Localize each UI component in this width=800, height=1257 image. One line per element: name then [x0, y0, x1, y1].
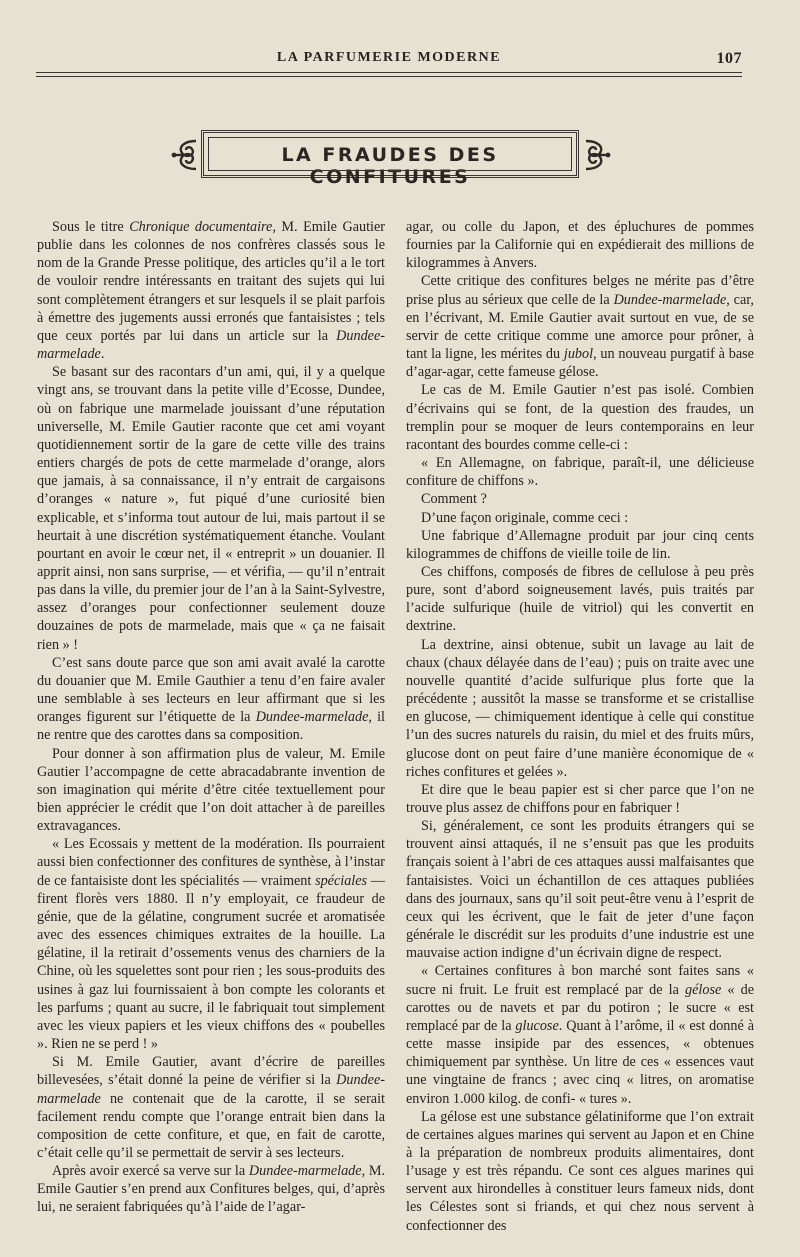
text-run: C’est sans doute parce que son ami avait avalé la carotte du douanier que M. Emile Gauthier a tenu d’en faire avaler une semblable à ses lecteurs en leur affirmant que si les oranges figurent sur l’étiquette de la [37, 654, 385, 726]
paragraph [406, 1108, 754, 1235]
text-run: Le cas de M. Emile Gautier n’est pas isolé. Combien d’écrivains qui se font, de la question des fraudes, un tremplin pour se moquer de leurs contemporains en leur racontant des bourdes comme celle-ci : [406, 382, 754, 453]
text-run: , un nouveau purgatif à base d’agar-agar, cette fameuse gélose. [406, 346, 754, 381]
paragraph [406, 636, 754, 781]
italic-text: gélose [685, 981, 722, 998]
running-header [36, 50, 742, 72]
text-run: Se basant sur des racontars d’un ami, qui, il y a quelque vingt ans, se trouvant dans la petite ville d’Ecosse, Dundee, où on fabrique une marmelade jouissant d’une réputation universelle, M. Emile Gautier raconte que cet ami voyant quotidiennement sortir de la gare de cette ville des trains entiers chargés de pots de cette marmelade d’orange, alors que jamais, à sa connaissance, il n’y entrait de cargaisons d’oranges « nature », fut piqué d’une curiosité bien explicable, et s’informa tout autour de lui, mais partout il se heurtait à une discrétion systématiquement étanche. Voulant pourtant en avoir le cœur net, il « entreprit » un douanier. Il apprit ainsi, non sans surprise, — et vérifia, — qu’il n’entrait pas dans la ville, du premier jour de l’an à la Saint-Sylvestre, assez d’oranges pour confectionner seulement douze douzaines de pots de marmelade, mais que « ça ne faisait rien » ! [37, 364, 385, 653]
italic-text: Dundee-marmelade [37, 1072, 385, 1107]
italic-text: jubol [563, 346, 594, 363]
paragraph [37, 654, 385, 745]
paragraph [406, 272, 754, 381]
text-run: Après avoir exercé sa verve sur la [52, 1163, 249, 1180]
text-run: . [100, 346, 105, 363]
text-run: « de carottes ou de navets et par du potiron ; le sucre « est remplacé par de la [406, 981, 754, 1034]
italic-text: Dundee-marmelade [613, 291, 727, 308]
paragraph [406, 509, 754, 527]
text-run: — firent florès vers 1880. Il n’y employait, ce fraudeur de génie, que de la gélatine, congrument sucrée et aromatisée avec des essences chimiques extraites de la houille. La gélatine, il la retirait d’ossements venus des charniers de la Chine, où les squelettes sont pour rien ; les sous-produits des usines à gaz lui fournissaient à bon compte les colorants et les parfums ; quant au sucre, il le fabriquait tout simplement avec les vieux papiers et les vieux chiffons des « poubelles ». Rien ne se perd ! » [37, 872, 385, 1053]
running-title: LA PARFUMERIE MODERNE [276, 50, 502, 65]
text-run: Si M. Emile Gautier, avant d’écrire de pareilles billevesées, s’était donné la peine de vérifier si la [37, 1054, 385, 1089]
text-run: ne contenait que de la carotte, il se serait facilement rendu compte que l’orange entrait bien dans la composition de cette confiture, et que, en fait de carotte, c’était celle qu’il se permettait de servir à ses lecteurs. [37, 1090, 385, 1161]
paragraph [406, 563, 754, 636]
text-run: Cette critique des confitures belges ne mérite pas d’être prise plus au sérieux que celle de la [406, 273, 754, 308]
paragraph [37, 363, 385, 654]
italic-text: Dundee-marmelade [37, 327, 385, 363]
text-run: « Certaines confitures à bon marché sont faites sans « sucre ni fruit. Le fruit est remplacé par de la [406, 963, 754, 998]
paragraph [37, 745, 385, 836]
left-fleuron-ornament-icon [170, 135, 200, 175]
header-rule-top [36, 72, 742, 73]
text-run: La gélose est une substance gélatiniforme que l’on extrait de certaines algues marines qui servent au Japon et en Chine à la préparation de nombreux produits alimentaires, dont l’usage y est très répandu. Ce sont ces algues marines qui servent aux hirondelles à constituer leurs fameux nids, dont les Célestes sont si friands, et qui chez nous servent à confectionner des [406, 1108, 754, 1234]
text-run: . Quant à l’arôme, il « est donné à cette masse insipide par des essences, « obtenues chimiquement par synthèse. Un litre de ces « essences vaut une vingtaine de francs ; avec cinq « litres, on aromatise environ 1.000 kilog. de confi- « tures ». [406, 1017, 754, 1107]
paragraph [406, 454, 754, 490]
article-title: LA FRAUDES DES CONFITURES [281, 144, 499, 188]
left-text-column [37, 218, 385, 1217]
paragraph [406, 962, 754, 1107]
title-frame [201, 130, 579, 188]
paragraph [406, 527, 754, 563]
paragraph [406, 381, 754, 454]
italic-text: spéciales [315, 872, 368, 889]
text-run: Sous le titre [52, 219, 130, 235]
italic-text: Dundee-marmelade [255, 709, 369, 726]
right-text-column [406, 218, 754, 1235]
text-run: Ces chiffons, composés de fibres de cellulose à peu près pure, sont d’abord soigneusement lavés, puis traités par l’acide sulfurique (huile de vitriol) qui les convertit en dextrine. [406, 563, 754, 635]
text-run: , M. Emile Gautier publie dans les colonnes de nos confrères classés sous le nom de la Grande Presse politique, des articles qu’il a le tort de vouloir rendre intéressants en traitant des sujets qui lui sont complètement étrangers et sur lesquels il se plait parfois à émettre des jugements aussi erronés que fantaisistes ; tels que ceux portés par lui dans un article sur la [37, 219, 385, 344]
paragraph [406, 218, 754, 272]
paragraph [406, 817, 754, 962]
page-number: 107 [716, 50, 742, 67]
right-fleuron-ornament-icon [582, 135, 612, 175]
text-run: Une fabrique d’Allemagne produit par jour cinq cents kilogrammes de chiffons de vieille toile de lin. [406, 527, 754, 562]
paragraph [37, 835, 385, 1053]
text-run: « Les Ecossais y mettent de la modération. Ils pourraient aussi bien confectionner des confitures de synthèse, à l’instar de ce fantaisiste dont les spécialités — vraiment [37, 836, 385, 889]
paragraph [37, 218, 385, 363]
text-run: , il ne rentre que des carottes dans sa composition. [37, 709, 385, 744]
text-run: « En Allemagne, on fabrique, paraît-il, une délicieuse confiture de chiffons ». [406, 455, 754, 490]
text-run: D’une façon originale, comme ceci : [421, 509, 629, 526]
paragraph [406, 490, 754, 508]
text-run: Pour donner à son affirmation plus de valeur, M. Emile Gautier l’accompagne de cette abracadabrante invention de son imagination qui mérite d’être citée textuellement pour bien apprécier le crédit que l’on doit attacher à de pareilles extravagances. [37, 745, 385, 835]
text-run: Comment ? [421, 491, 487, 508]
text-run: Et dire que le beau papier est si cher parce que l’on ne trouve plus assez de chiffons pour en fabriquer ! [406, 781, 754, 816]
italic-text: Chronique documentaire [129, 219, 273, 235]
text-run: , M. Emile Gautier s’en prend aux Confitures belges, qui, d’après lui, ne seraient fabriquées qu’à l’aide de l’agar- [37, 1163, 385, 1216]
paragraph [37, 1053, 385, 1162]
paragraph [406, 781, 754, 817]
text-run: La dextrine, ainsi obtenue, subit un lavage au lait de chaux (chaux délayée dans de l’eau) ; puis on traite avec une nouvelle quantité d’acide sulfurique plus forte que la précédente ; aussitôt la masse se transforme et se cristallise en glucose, — chimiquement identique à celle qui constitue l’un des sucres naturels du raisin, du miel et des fruits mûrs, glucose dont on peut faire d’une manière économique de « riches confitures et gelées ». [406, 636, 754, 780]
text-run: agar, ou colle du Japon, et des épluchures de pommes fournies par la Californie qui en expédierait des millions de kilogrammes à Anvers. [406, 219, 754, 272]
header-rule-bottom [36, 76, 742, 77]
italic-text: Dundee-marmelade [248, 1163, 362, 1180]
paragraph [37, 1162, 385, 1216]
text-run: Si, généralement, ce sont les produits étrangers qui se trouvent ainsi attaqués, il ne s’ensuit pas que les produits français soient à l’abri de ces attaques aussi malfaisantes que fantaisistes. Voici un échantillon de ces attaques publiées dans des journaux, sans qu’il soit peut-être venu à l’esprit de ceux qui les écrivent, que le fait de jeter d’une façon générale le discrédit sur les produits d’une industrie est une mauvaise action indigne d’un écrivain digne de respect. [406, 818, 754, 962]
italic-text: glucose [515, 1017, 559, 1034]
text-run: , car, en l’écrivant, M. Emile Gautier avait surtout en vue, de se servir de cette critique comme une amorce pour prôner, à tant la ligne, les mérites du [406, 291, 754, 363]
